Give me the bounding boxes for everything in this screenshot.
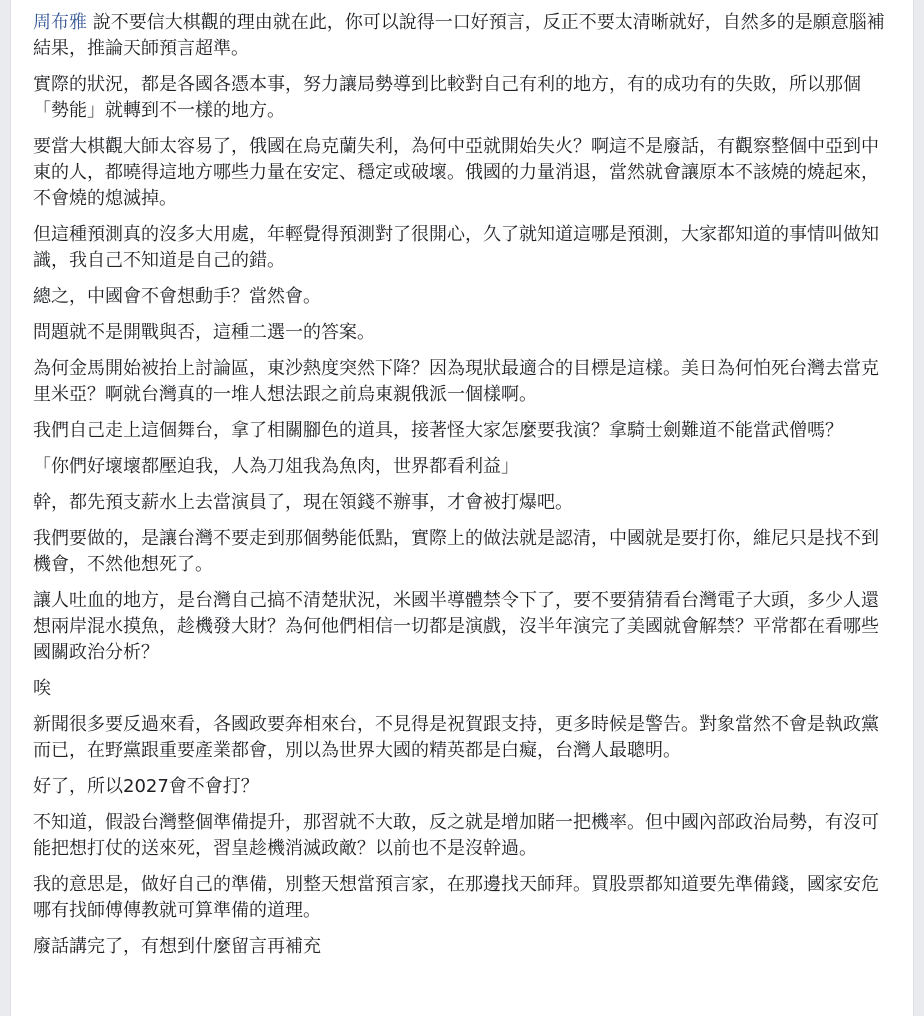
post-paragraph: 但這種預測真的沒多大用處，年輕覺得預測對了很開心，久了就知道這哪是預測，大家都知道的事情叫做知識，我自己不知道是自己的錯。 — [33, 224, 879, 271]
post-paragraph: 我們自己走上這個舞台，拿了相關腳色的道具，接著怪大家怎麼要我演？拿騎士劍難道不能當武僧嗎？ — [33, 420, 843, 441]
post-body — [11, 0, 913, 960]
post-paragraph: 廢話講完了，有想到什麼留言再補充 — [33, 936, 321, 957]
post-paragraph: 不知道，假設台灣整個準備提升，那習就不大敢，反之就是增加賭一把機率。但中國內部政治局勢，有沒可能把想打仗的送來死，習皇趁機消滅政敵？以前也不是沒幹過。 — [33, 812, 879, 859]
post-paragraph-quote: 「你們好壞壞都壓迫我，人為刀俎我為魚肉，世界都看利益」 — [33, 456, 519, 477]
post-paragraph: 實際的狀況，都是各國各憑本事，努力讓局勢導到比較對自己有利的地方，有的成功有的失敗，所以那個「勢能」就轉到不一樣的地方。 — [33, 74, 861, 121]
post-paragraph-1 — [33, 10, 891, 62]
post-paragraph: 幹，都先預支薪水上去當演員了，現在領錢不辦事，才會被打爆吧。 — [33, 492, 573, 513]
post-paragraph-1-text: 說不要信大棋觀的理由就在此，你可以說得一口好預言，反正不要太清晰就好，自然多的是願意腦補結果，推論天師預言超準。 — [33, 12, 885, 59]
post-card — [10, 0, 914, 1016]
post-paragraph: 問題就不是開戰與否，這種二選一的答案。 — [33, 322, 375, 343]
post-paragraph: 總之，中國會不會想動手？當然會。 — [33, 286, 321, 307]
post-paragraph: 我們要做的，是讓台灣不要走到那個勢能低點，實際上的做法就是認清，中國就是要打你，維尼只是找不到機會，不然他想死了。 — [33, 528, 879, 575]
post-paragraph: 要當大棋觀大師太容易了，俄國在烏克蘭失利，為何中亞就開始失火？啊這不是廢話，有觀察整個中亞到中東的人，都曉得這地方哪些力量在安定、穩定或破壞。俄國的力量消退，當然就會讓原本不該燒的燒起來，不會燒的熄滅掉。 — [33, 136, 879, 209]
post-paragraph: 我的意思是，做好自己的準備，別整天想當預言家，在那邊找天師拜。買股票都知道要先準備錢，國家安危哪有找師傅傳教就可算準備的道理。 — [33, 874, 879, 921]
post-paragraph: 讓人吐血的地方，是台灣自己搞不清楚狀況，米國半導體禁令下了，要不要猜猜看台灣電子大頭，多少人還想兩岸混水摸魚，趁機發大財？為何他們相信一切都是演戲，沒半年演完了美國就會解禁？平常都在看哪些國關政治分析？ — [33, 590, 879, 663]
post-paragraph: 好了，所以2027會不會打？ — [33, 776, 259, 797]
post-paragraph: 新聞很多要反過來看，各國政要奔相來台，不見得是祝賀跟支持，更多時候是警告。對象當然不會是執政黨而已，在野黨跟重要產業都會，別以為世界大國的精英都是白癡，台灣人最聰明。 — [33, 714, 879, 761]
post-paragraph: 唉 — [33, 678, 51, 699]
author-tag-link[interactable]: 周布雅 — [33, 12, 87, 33]
post-paragraph: 為何金馬開始被抬上討論區，東沙熱度突然下降？因為現狀最適合的目標是這樣。美日為何怕死台灣去當克里米亞？啊就台灣真的一堆人想法跟之前烏東親俄派一個樣啊。 — [33, 358, 879, 405]
